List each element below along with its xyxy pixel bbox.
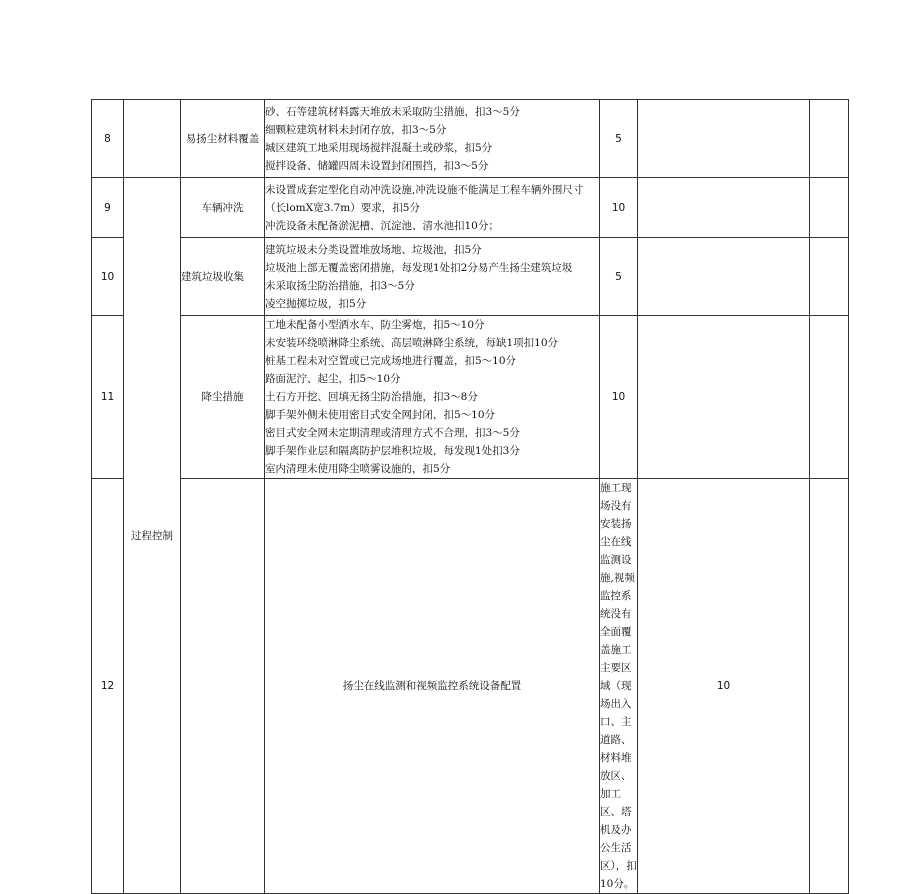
criteria-cell bbox=[265, 178, 600, 238]
criteria-line: 未安装环绕喷淋降尘系统、高层喷淋降尘系统，每缺1项扣10分 bbox=[265, 337, 559, 349]
row-number: 9 bbox=[92, 178, 124, 238]
criteria-line: 工地未配备小型洒水车、防尘雾炮，扣5～10分 bbox=[265, 319, 485, 331]
deduction-cell bbox=[638, 100, 810, 178]
result-cell bbox=[810, 100, 849, 178]
criteria-line: 细颗粒建筑材料未封闭存放，扣3～5分 bbox=[265, 123, 447, 136]
result-cell bbox=[810, 178, 849, 238]
item-name: 降尘措施 bbox=[181, 316, 265, 479]
criteria-line: 土石方开挖、回填无扬尘防治措施，扣3～8分 bbox=[265, 391, 478, 403]
score-cell: 10 bbox=[600, 178, 638, 238]
category-cell-empty bbox=[124, 100, 181, 178]
table-row bbox=[92, 100, 849, 178]
criteria-cell bbox=[265, 238, 600, 316]
criteria-line: 桩基工程未对空置或已完成场地进行覆盖，扣5～10分 bbox=[265, 355, 517, 367]
criteria-line: 搅拌设备、储罐四周未设置封闭围挡，扣3～5分 bbox=[265, 159, 489, 172]
criteria-line: 建筑垃圾未分类设置堆放场地、垃圾池，扣5分 bbox=[265, 243, 482, 256]
item-name: 车辆冲洗 bbox=[181, 178, 265, 238]
item-name: 易扬尘材料覆盖 bbox=[181, 100, 265, 178]
criteria-line: 凌空抛掷垃圾，扣5分 bbox=[265, 297, 367, 310]
score-cell: 10 bbox=[638, 479, 810, 894]
row-number: 11 bbox=[92, 316, 124, 479]
criteria-cell bbox=[265, 100, 600, 178]
score-cell: 5 bbox=[600, 100, 638, 178]
deduction-cell bbox=[638, 238, 810, 316]
criteria-line: 砂、石等建筑材料露天堆放未采取防尘措施，扣3～5分 bbox=[265, 105, 520, 118]
criteria-line: 脚手架外侧未使用密目式安全网封闭，扣5～10分 bbox=[265, 409, 496, 421]
row-number: 12 bbox=[92, 479, 124, 894]
criteria-line: 冲洗设备未配备淤泥槽、沉淀池、清水池扣10分； bbox=[265, 219, 499, 232]
criteria-line: 施工现场没有安装扬尘在线监测设施,视频监控系统没有全面覆盖施工主要区域（现场出入口、主道路、材料堆放区、加工区、塔机及办公生活区），扣10分。 bbox=[600, 482, 637, 890]
deduction-cell bbox=[638, 316, 810, 479]
criteria-cell bbox=[600, 479, 638, 894]
deduction-cell bbox=[810, 479, 849, 894]
table-row bbox=[92, 178, 849, 238]
score-cell: 5 bbox=[600, 238, 638, 316]
criteria-line: 未采取扬尘防治措施，扣3～5分 bbox=[265, 279, 415, 292]
criteria-line: 未设置成套定型化自动冲洗设施,冲洗设施不能满足工程车辆外围尺寸（长lomX宽3.7m）要求，扣5分 bbox=[265, 183, 584, 214]
result-cell bbox=[810, 238, 849, 316]
row-number: 10 bbox=[92, 238, 124, 316]
table-row bbox=[92, 479, 849, 894]
criteria-line: 垃圾池上部无覆盖密闭措施，每发现1处扣2分易产生扬尘建筑垃圾 bbox=[265, 261, 573, 274]
row-number: 8 bbox=[92, 100, 124, 178]
item-name: 建筑垃圾收集 bbox=[181, 238, 265, 316]
criteria-line: 城区建筑工地采用现场搅拌混凝土或砂浆，扣5分 bbox=[265, 141, 493, 154]
scoring-table bbox=[91, 99, 849, 894]
criteria-line: 密目式安全网未定期清理或清理方式不合理，扣3～5分 bbox=[265, 427, 520, 439]
result-cell bbox=[810, 316, 849, 479]
item-name: 扬尘在线监测和视频监控系统设备配置 bbox=[265, 479, 600, 894]
criteria-cell bbox=[265, 316, 600, 479]
criteria-line: 路面泥泞、起尘，扣5～10分 bbox=[265, 373, 401, 385]
criteria-line: 室内清理未使用降尘喷雾设施的，扣5分 bbox=[265, 463, 451, 475]
category-cell-empty bbox=[181, 479, 265, 894]
table-row bbox=[92, 316, 849, 479]
score-cell: 10 bbox=[600, 316, 638, 479]
table-row bbox=[92, 238, 849, 316]
category-cell: 过程控制 bbox=[124, 178, 181, 894]
deduction-cell bbox=[638, 178, 810, 238]
criteria-line: 脚手架作业层和隔离防护层堆积垃圾，每发现1处扣3分 bbox=[265, 445, 520, 457]
